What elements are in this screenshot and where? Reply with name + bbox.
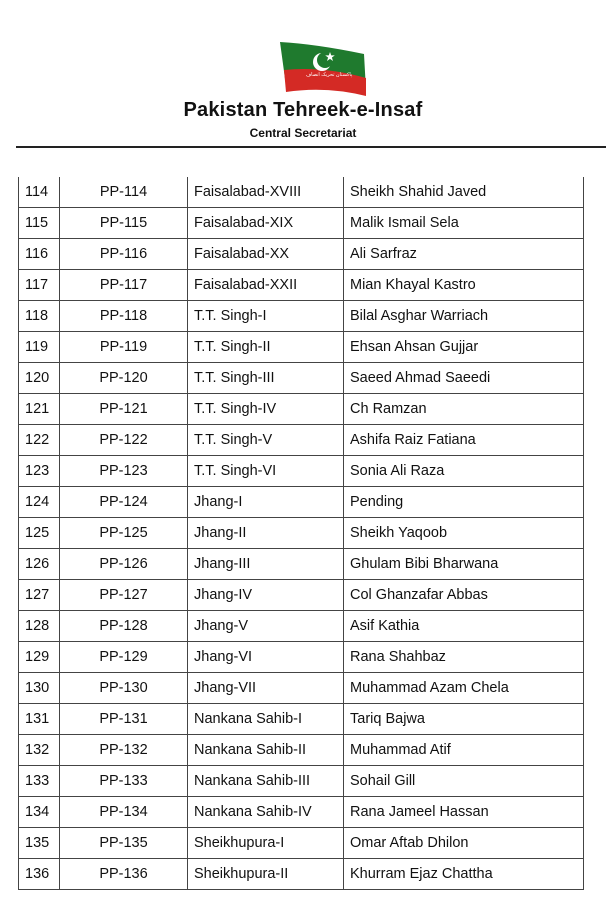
candidate-name-cell: Col Ghanzafar Abbas [344, 580, 584, 611]
row-number-cell: 132 [19, 735, 60, 766]
constituency-code-cell: PP-125 [60, 518, 188, 549]
candidate-name-cell: Ehsan Ahsan Gujjar [344, 332, 584, 363]
table-row [19, 456, 584, 487]
candidate-name-cell: Mian Khayal Kastro [344, 270, 584, 301]
table-row [19, 580, 584, 611]
candidate-name-cell: Pending [344, 487, 584, 518]
page-title: Pakistan Tehreek-e-Insaf [183, 99, 423, 121]
row-number-cell: 119 [19, 332, 60, 363]
row-number-cell: 125 [19, 518, 60, 549]
table-row [19, 673, 584, 704]
table-row [19, 549, 584, 580]
constituency-name-cell: T.T. Singh-VI [188, 456, 344, 487]
constituency-code-cell: PP-122 [60, 425, 188, 456]
table-row [19, 270, 584, 301]
constituency-code-cell: PP-117 [60, 270, 188, 301]
row-number-cell: 131 [19, 704, 60, 735]
table-row [19, 208, 584, 239]
candidate-name-cell: Sohail Gill [344, 766, 584, 797]
row-number-cell: 122 [19, 425, 60, 456]
row-number-cell: 118 [19, 301, 60, 332]
constituency-name-cell: T.T. Singh-IV [188, 394, 344, 425]
row-number-cell: 135 [19, 828, 60, 859]
constituency-name-cell: Jhang-V [188, 611, 344, 642]
row-number-cell: 116 [19, 239, 60, 270]
table-row [19, 332, 584, 363]
flag-caption: پاکستان تحریک انصاف [306, 72, 353, 78]
constituency-code-cell: PP-124 [60, 487, 188, 518]
table-row [19, 363, 584, 394]
table-row [19, 394, 584, 425]
constituency-name-cell: Nankana Sahib-II [188, 735, 344, 766]
row-number-cell: 134 [19, 797, 60, 828]
constituency-name-cell: T.T. Singh-V [188, 425, 344, 456]
constituency-code-cell: PP-118 [60, 301, 188, 332]
table-row [19, 425, 584, 456]
constituency-code-cell: PP-116 [60, 239, 188, 270]
candidate-name-cell: Saeed Ahmad Saeedi [344, 363, 584, 394]
constituency-name-cell: Jhang-III [188, 549, 344, 580]
row-number-cell: 126 [19, 549, 60, 580]
constituency-code-cell: PP-131 [60, 704, 188, 735]
candidate-name-cell: Muhammad Azam Chela [344, 673, 584, 704]
constituency-code-cell: PP-115 [60, 208, 188, 239]
row-number-cell: 123 [19, 456, 60, 487]
constituency-name-cell: Faisalabad-XXII [188, 270, 344, 301]
candidate-name-cell: Ali Sarfraz [344, 239, 584, 270]
constituency-code-cell: PP-123 [60, 456, 188, 487]
constituency-code-cell: PP-130 [60, 673, 188, 704]
candidate-name-cell: Asif Kathia [344, 611, 584, 642]
table-row [19, 487, 584, 518]
constituency-name-cell: Faisalabad-XVIII [188, 177, 344, 208]
candidate-name-cell: Sonia Ali Raza [344, 456, 584, 487]
row-number-cell: 114 [19, 177, 60, 208]
candidate-name-cell: Bilal Asghar Warriach [344, 301, 584, 332]
row-number-cell: 129 [19, 642, 60, 673]
constituency-code-cell: PP-133 [60, 766, 188, 797]
constituency-name-cell: Sheikhupura-II [188, 859, 344, 890]
candidate-name-cell: Khurram Ejaz Chattha [344, 859, 584, 890]
row-number-cell: 115 [19, 208, 60, 239]
row-number-cell: 124 [19, 487, 60, 518]
candidate-name-cell: Rana Jameel Hassan [344, 797, 584, 828]
constituency-name-cell: Sheikhupura-I [188, 828, 344, 859]
constituency-code-cell: PP-114 [60, 177, 188, 208]
constituency-code-cell: PP-119 [60, 332, 188, 363]
row-number-cell: 128 [19, 611, 60, 642]
constituency-code-cell: PP-120 [60, 363, 188, 394]
constituency-name-cell: Jhang-IV [188, 580, 344, 611]
table-row [19, 301, 584, 332]
table-row [19, 766, 584, 797]
constituency-name-cell: Jhang-I [188, 487, 344, 518]
constituency-code-cell: PP-128 [60, 611, 188, 642]
row-number-cell: 127 [19, 580, 60, 611]
constituency-name-cell: Jhang-II [188, 518, 344, 549]
candidate-name-cell: Rana Shahbaz [344, 642, 584, 673]
candidate-name-cell: Tariq Bajwa [344, 704, 584, 735]
row-number-cell: 133 [19, 766, 60, 797]
candidate-name-cell: Omar Aftab Dhilon [344, 828, 584, 859]
constituency-name-cell: T.T. Singh-II [188, 332, 344, 363]
candidate-name-cell: Ghulam Bibi Bharwana [344, 549, 584, 580]
constituency-name-cell: Nankana Sahib-III [188, 766, 344, 797]
constituency-code-cell: PP-121 [60, 394, 188, 425]
table-row [19, 735, 584, 766]
row-number-cell: 120 [19, 363, 60, 394]
table-row [19, 828, 584, 859]
constituency-code-cell: PP-132 [60, 735, 188, 766]
row-number-cell: 130 [19, 673, 60, 704]
row-number-cell: 121 [19, 394, 60, 425]
candidate-name-cell: Malik Ismail Sela [344, 208, 584, 239]
constituency-code-cell: PP-127 [60, 580, 188, 611]
candidate-name-cell: Sheikh Yaqoob [344, 518, 584, 549]
candidate-table [18, 177, 584, 890]
constituency-name-cell: T.T. Singh-I [188, 301, 344, 332]
table-row [19, 239, 584, 270]
table-row [19, 859, 584, 890]
page-subtitle: Central Secretariat [249, 126, 357, 140]
constituency-name-cell: Nankana Sahib-IV [188, 797, 344, 828]
constituency-name-cell: T.T. Singh-III [188, 363, 344, 394]
pti-flag-logo [276, 40, 370, 98]
table-row [19, 611, 584, 642]
constituency-code-cell: PP-136 [60, 859, 188, 890]
table-row [19, 642, 584, 673]
candidate-name-cell: Muhammad Atif [344, 735, 584, 766]
constituency-code-cell: PP-135 [60, 828, 188, 859]
constituency-name-cell: Jhang-VI [188, 642, 344, 673]
candidate-name-cell: Sheikh Shahid Javed [344, 177, 584, 208]
constituency-code-cell: PP-134 [60, 797, 188, 828]
row-number-cell: 136 [19, 859, 60, 890]
table-row [19, 177, 584, 208]
header-divider [16, 146, 606, 148]
constituency-name-cell: Faisalabad-XX [188, 239, 344, 270]
candidate-name-cell: Ashifa Raiz Fatiana [344, 425, 584, 456]
letterhead [0, 0, 606, 150]
constituency-code-cell: PP-126 [60, 549, 188, 580]
table-row [19, 797, 584, 828]
row-number-cell: 117 [19, 270, 60, 301]
table-row [19, 704, 584, 735]
constituency-name-cell: Faisalabad-XIX [188, 208, 344, 239]
constituency-name-cell: Jhang-VII [188, 673, 344, 704]
constituency-name-cell: Nankana Sahib-I [188, 704, 344, 735]
candidate-name-cell: Ch Ramzan [344, 394, 584, 425]
table-row [19, 518, 584, 549]
constituency-code-cell: PP-129 [60, 642, 188, 673]
